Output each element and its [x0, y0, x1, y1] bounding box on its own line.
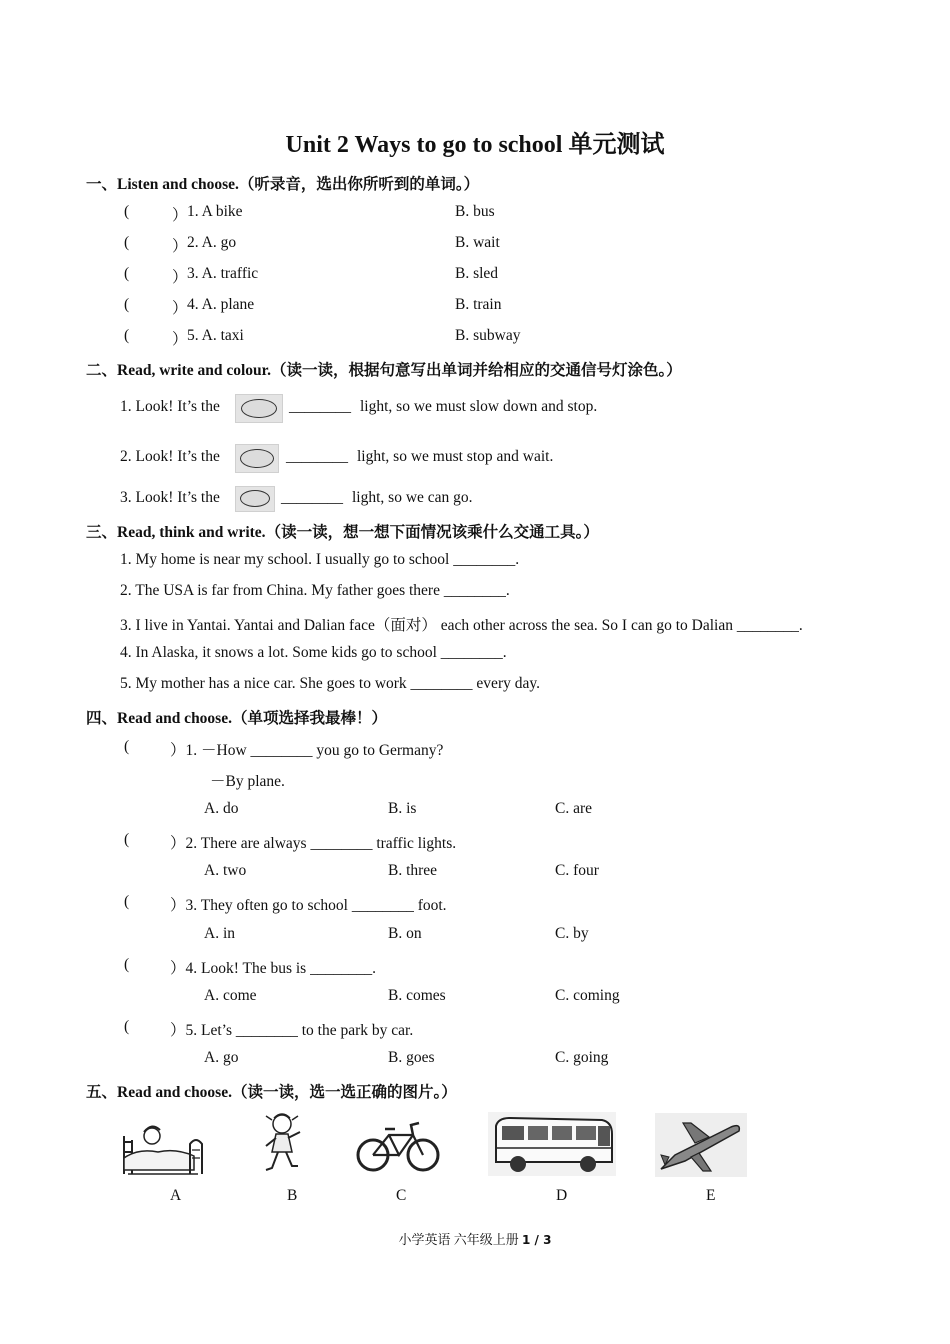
choice-q4-c[interactable]: C. coming [555, 987, 620, 1004]
section-5-heading-en: 五、Read and choose. [86, 1084, 232, 1101]
section-2-heading-en: 二、Read, write and colour. [86, 362, 271, 379]
colour-item-2-pre: 2. Look! It’s the [120, 448, 220, 465]
choice-q1-a[interactable]: A. do [204, 800, 239, 817]
think-item-4: 4. In Alaska, it snows a lot. Some kids go to school ________. [120, 644, 507, 661]
colour-item-1-pre: 1. Look! It’s the [120, 398, 220, 415]
choice-q1-answer-line: －By plane. [210, 773, 285, 790]
listen-item-1-a: 1. A bike [187, 203, 243, 220]
listen-item-2-b: B. wait [455, 234, 500, 251]
answer-paren-close: ） [172, 207, 188, 224]
picture-label-c: C [396, 1187, 407, 1204]
bed-sleeping-child-icon[interactable] [118, 1118, 206, 1178]
answer-paren-close: ） [172, 331, 188, 348]
traffic-light-box-3[interactable] [235, 486, 275, 512]
footer-text: 小学英语 六年级上册 [398, 1232, 523, 1247]
picture-label-d: D [556, 1187, 568, 1204]
answer-paren[interactable]: ( [124, 265, 130, 282]
listen-item-3-b: B. sled [455, 265, 499, 282]
traffic-light-oval-icon[interactable] [241, 399, 277, 418]
section-3-heading-cn: （读一读，想一想下面情况该乘什么交通工具。） [265, 524, 599, 541]
colour-item-2-blank[interactable]: ________ [286, 448, 348, 465]
listen-item-3-a: 3. A. traffic [187, 265, 259, 282]
choice-q2: ）2. There are always ________ traffic lights. [170, 835, 457, 852]
listen-item-2-a: 2. A. go [187, 234, 237, 251]
listen-item-4-b: B. train [455, 296, 502, 313]
choice-q2-c[interactable]: C. four [555, 862, 599, 879]
section-2-heading [86, 358, 682, 380]
answer-paren[interactable]: ( [124, 327, 130, 344]
choice-q3: ）3. They often go to school ________ foot. [170, 897, 447, 914]
choice-q4: ）4. Look! The bus is ________. [170, 960, 376, 977]
picture-label-e: E [706, 1187, 716, 1204]
walking-girl-icon[interactable] [258, 1112, 310, 1176]
bus-icon[interactable] [488, 1112, 616, 1176]
listen-item-5-a: 5. A. taxi [187, 327, 244, 344]
choice-q5-c[interactable]: C. going [555, 1049, 609, 1066]
answer-paren[interactable]: ( [124, 1018, 130, 1035]
section-1-heading-cn: （听录音，选出你所听到的单词。） [238, 176, 480, 193]
traffic-light-box-2[interactable] [235, 444, 279, 473]
airplane-icon[interactable] [655, 1113, 747, 1177]
listen-item-5-b: B. subway [455, 327, 521, 344]
section-3-heading-en: 三、Read, think and write. [86, 524, 266, 541]
choice-q5: ）5. Let’s ________ to the park by car. [170, 1022, 414, 1039]
answer-paren-close: ） [172, 300, 188, 317]
picture-label-a: A [170, 1187, 182, 1204]
answer-paren[interactable]: ( [124, 234, 130, 251]
think-item-3: 3. I live in Yantai. Yantai and Dalian face（面对） each other across the sea. So I can go to Dalian ________. [120, 617, 803, 634]
answer-paren[interactable]: ( [124, 296, 130, 313]
answer-paren-close: ） [172, 238, 188, 255]
choice-q2-a[interactable]: A. two [204, 862, 247, 879]
section-1-heading [86, 172, 479, 194]
section-5-heading-cn: （读一读，选一选正确的图片。） [231, 1084, 457, 1101]
choice-q5-b[interactable]: B. goes [388, 1049, 435, 1066]
choice-q4-a[interactable]: A. come [204, 987, 257, 1004]
answer-paren[interactable]: ( [124, 893, 130, 910]
choice-q1-b[interactable]: B. is [388, 800, 417, 817]
choice-q4-b[interactable]: B. comes [388, 987, 446, 1004]
answer-paren-close: ） [172, 269, 188, 286]
bicycle-icon[interactable] [355, 1113, 441, 1175]
listen-item-4-a: 4. A. plane [187, 296, 255, 313]
answer-paren[interactable]: ( [124, 738, 130, 755]
answer-paren[interactable]: ( [124, 956, 130, 973]
choice-q1: ）1. －How ________ you go to Germany? [170, 742, 444, 759]
section-5-heading [86, 1080, 457, 1102]
think-item-5: 5. My mother has a nice car. She goes to work ________ every day. [120, 675, 540, 692]
choice-q5-a[interactable]: A. go [204, 1049, 239, 1066]
choice-q2-b[interactable]: B. three [388, 862, 438, 879]
section-4-heading-en: 四、Read and choose. [86, 710, 232, 727]
section-4-heading-cn: （单项选择我最棒！） [231, 710, 387, 727]
answer-paren[interactable]: ( [124, 203, 130, 220]
colour-item-3-blank[interactable]: ________ [281, 489, 343, 506]
colour-item-1-blank[interactable]: ________ [289, 398, 351, 415]
choice-q1-c[interactable]: C. are [555, 800, 593, 817]
page-title: Unit 2 Ways to go to school 单元测试 [285, 132, 665, 158]
picture-label-b: B [287, 1187, 298, 1204]
colour-item-3-pre: 3. Look! It’s the [120, 489, 220, 506]
page-footer [0, 1229, 950, 1248]
section-4-heading [86, 706, 387, 728]
traffic-light-oval-icon[interactable] [240, 449, 274, 468]
section-3-heading [86, 520, 599, 542]
colour-item-3-post: light, so we can go. [352, 489, 473, 506]
section-2-heading-cn: （读一读，根据句意写出单词并给相应的交通信号灯涂色。） [271, 362, 682, 379]
traffic-light-oval-icon[interactable] [240, 490, 270, 507]
listen-item-1-b: B. bus [455, 203, 495, 220]
think-item-2: 2. The USA is far from China. My father goes there ________. [120, 582, 510, 599]
page-number: 1 / 3 [522, 1233, 552, 1247]
choice-q3-b[interactable]: B. on [388, 925, 422, 942]
colour-item-2-post: light, so we must stop and wait. [357, 448, 554, 465]
colour-item-1-post: light, so we must slow down and stop. [360, 398, 598, 415]
think-item-1: 1. My home is near my school. I usually go to school ________. [120, 551, 520, 568]
choice-q3-c[interactable]: C. by [555, 925, 589, 942]
choice-q3-a[interactable]: A. in [204, 925, 235, 942]
section-1-heading-en: 一、Listen and choose. [86, 176, 239, 193]
traffic-light-box-1[interactable] [235, 394, 283, 423]
answer-paren[interactable]: ( [124, 831, 130, 848]
